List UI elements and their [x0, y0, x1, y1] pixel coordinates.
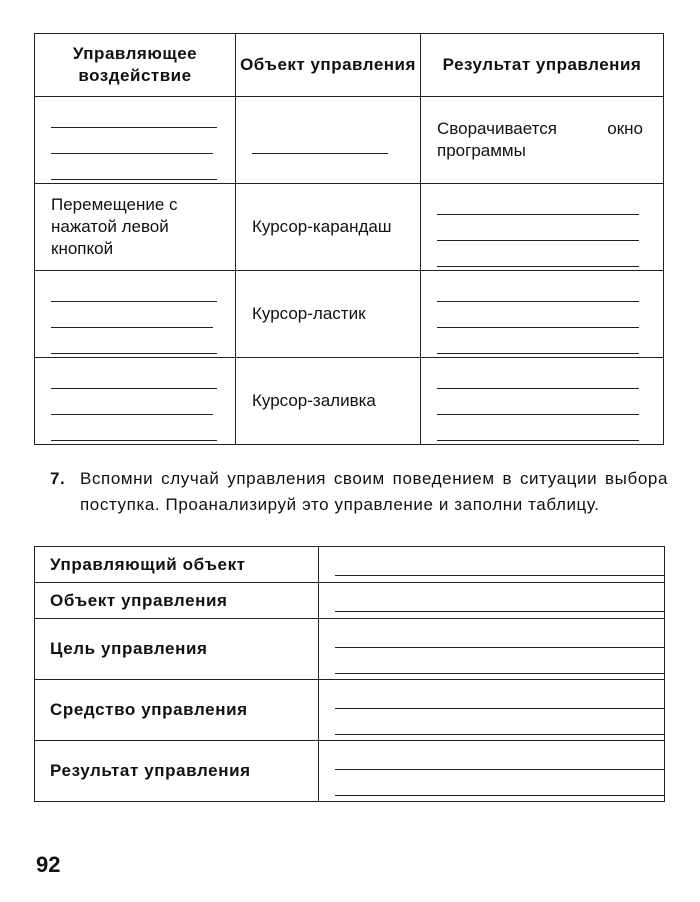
page-number: 92 [36, 852, 61, 877]
header-control-result: Результат управления [421, 34, 664, 97]
answer-line[interactable] [319, 583, 665, 619]
answer-lines[interactable] [35, 358, 236, 445]
row-label: Управляющий объект [35, 547, 319, 583]
row-label: Цель управления [35, 619, 319, 680]
table-row [35, 547, 665, 583]
task-text: Вспомни случай управления своим поведением в ситуации выбора поступка. Проанализируй это управление и заполни таблицу. [80, 469, 668, 514]
row-label: Результат управления [35, 741, 319, 802]
table-row [35, 619, 665, 680]
table-row [35, 358, 664, 445]
answer-line[interactable] [319, 547, 665, 583]
answer-lines[interactable] [421, 358, 664, 445]
answer-lines[interactable] [319, 741, 665, 802]
header-control-action: Управляющее воздействие [35, 34, 236, 97]
answer-lines[interactable] [236, 97, 421, 184]
table-row [35, 97, 664, 184]
object-cell: Курсор-карандаш [236, 184, 421, 271]
answer-lines[interactable] [35, 97, 236, 184]
answer-lines[interactable] [421, 271, 664, 358]
answer-lines[interactable] [319, 680, 665, 741]
table-row [35, 741, 665, 802]
object-cell: Курсор-ластик [236, 271, 421, 358]
object-cell: Курсор-заливка [236, 358, 421, 445]
row-label: Объект управления [35, 583, 319, 619]
table-row [35, 583, 665, 619]
answer-lines[interactable] [421, 184, 664, 271]
table-header-row [35, 34, 664, 97]
control-actions-table [34, 33, 664, 445]
table-row [35, 184, 664, 271]
table-row [35, 680, 665, 741]
result-cell: Сворачивается окно программы [421, 97, 664, 184]
task-7 [50, 466, 668, 518]
answer-lines[interactable] [35, 271, 236, 358]
task-number: 7. [50, 469, 66, 488]
row-label: Средство управления [35, 680, 319, 741]
action-cell: Перемещение с нажатой левой кнопкой [35, 184, 236, 271]
header-control-object: Объект управления [236, 34, 421, 97]
table-row [35, 271, 664, 358]
behavior-analysis-table [34, 546, 665, 802]
answer-lines[interactable] [319, 619, 665, 680]
